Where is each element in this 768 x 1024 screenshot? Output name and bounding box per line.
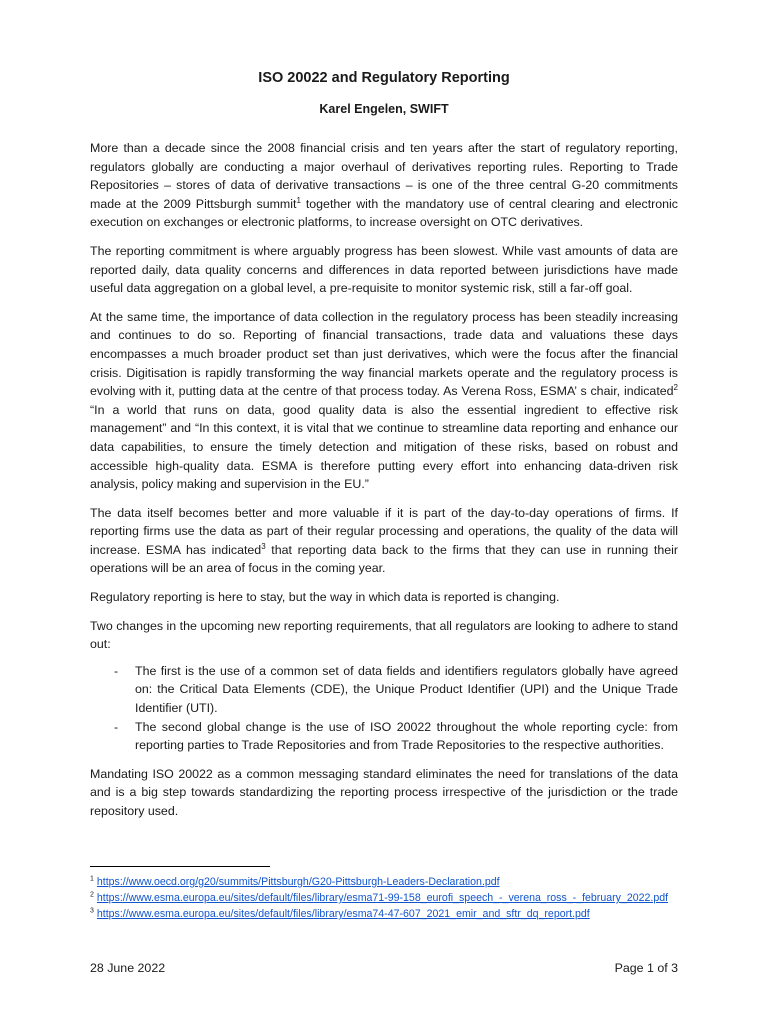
list-item xyxy=(90,718,678,755)
paragraph-5: Regulatory reporting is here to stay, but the way in which data is reported is changing. xyxy=(90,590,560,605)
footnote-2 xyxy=(90,890,678,906)
bullet-dash: - xyxy=(114,719,119,734)
paragraph-3-text-a: At the same time, the importance of data collection in the regulatory process has been steadily increasing and continues to do so. Reporting of financial transactions, trade data and valuations these days encompasses a much broader product set than just derivatives, which were the focus after the financial crisis. Digitisation is rapidly transforming the way financial markets operate and the regulatory process is evolving with it, putting data at the centre of that process today. As Verena Ross, ESMA’ s chair, indicated xyxy=(90,309,678,399)
footnote-divider xyxy=(90,866,270,867)
paragraph-3-text-b: “In a world that runs on data, good quality data is also the essential ingredient to effective risk management” and “In this context, it is vital that we continue to streamline data reporting and enhance our data capabilities, to ensure the timely detection and mitigation of these risks, based on robust and accessible high-quality data. ESMA is therefore putting every effort into enhancing data-driven risk analysis, policy making and supervision in the EU.” xyxy=(90,402,678,492)
paragraph-3 xyxy=(90,308,678,494)
paragraph-4 xyxy=(90,504,678,578)
footnote-link-3[interactable]: https://www.esma.europa.eu/sites/default/files/library/esma74-47-607_2021_emir_and_sftr_dq_report.pdf xyxy=(96,908,590,920)
footnote-3 xyxy=(90,906,678,922)
footnote-number: 1 xyxy=(90,875,94,883)
footnotes xyxy=(90,874,678,922)
document-title: ISO 20022 and Regulatory Reporting xyxy=(258,70,510,86)
document-body xyxy=(90,139,678,831)
list-item-text: The first is the use of a common set of data fields and identifiers regulators globally have agreed on: the Critical Data Elements (CDE), the Unique Product Identifier (UPI) and the Unique Trade Identifier (UTI). xyxy=(135,663,678,716)
document-author: Karel Engelen, SWIFT xyxy=(319,102,449,116)
footnote-link-1[interactable]: https://www.oecd.org/g20/summits/Pittsburgh/G20-Pittsburgh-Leaders-Declaration.pdf xyxy=(96,876,500,888)
footnote-link-2[interactable]: https://www.esma.europa.eu/sites/default/files/library/esma71-99-158_eurofi_speech_-_verena_ross_-_february_2022.pdf xyxy=(96,892,669,904)
list-item-text: The second global change is the use of ISO 20022 throughout the whole reporting cycle: from reporting parties to Trade Repositories and from Trade Repositories to the respective authorities. xyxy=(135,719,678,753)
footnote-ref-3[interactable]: 3 xyxy=(261,541,266,551)
paragraph-2: The reporting commitment is where arguably progress has been slowest. While vast amounts of data are reported daily, data quality concerns and differences in data reported between jurisdictions have made useful data aggregation on a global level, a pre-requisite to monitor systemic risk, still a far-off goal. xyxy=(90,243,678,296)
paragraph-1-text-a: More than a decade since the 2008 financial crisis and ten years after the start of regulatory reporting, regulators globally are conducting a major overhaul of derivatives reporting rules. Reporting to Trade Repositories – stores of data of derivative transactions – is one of the three central G-20 commitments made at the 2009 Pittsburgh summit xyxy=(90,141,678,211)
paragraph-6: Two changes in the upcoming new reporting requirements, that all regulators are looking to adhere to stand out: xyxy=(90,618,678,652)
footnote-number: 2 xyxy=(90,891,94,899)
footer-page-number: Page 1 of 3 xyxy=(614,961,678,975)
footnote-number: 3 xyxy=(90,907,94,915)
bullet-list xyxy=(90,662,678,755)
paragraph-1 xyxy=(90,139,678,232)
footnote-1 xyxy=(90,874,678,890)
footnote-ref-1[interactable]: 1 xyxy=(296,195,301,205)
paragraph-4-text-b: that reporting data back to the firms that they can use in running their operations will be an area of focus in the coming year. xyxy=(90,542,678,576)
footnote-ref-2[interactable]: 2 xyxy=(673,383,678,392)
paragraph-4-text-a: The data itself becomes better and more valuable if it is part of the day-to-day operations of firms. If reporting firms use the data as part of their regular processing and operations, the quality of the data will increase. ESMA has indicated xyxy=(90,505,678,557)
footer-date: 28 June 2022 xyxy=(90,961,166,975)
paragraph-7: Mandating ISO 20022 as a common messaging standard eliminates the need for translations of the data and is a big step towards standardizing the reporting process irrespective of the jurisdiction or the trade repository used. xyxy=(90,766,678,818)
bullet-dash: - xyxy=(114,663,119,678)
paragraph-1-text-b: together with the mandatory use of central clearing and electronic execution on exchanges or electronic platforms, to increase oversight on OTC derivatives. xyxy=(90,196,678,230)
list-item xyxy=(90,662,678,718)
